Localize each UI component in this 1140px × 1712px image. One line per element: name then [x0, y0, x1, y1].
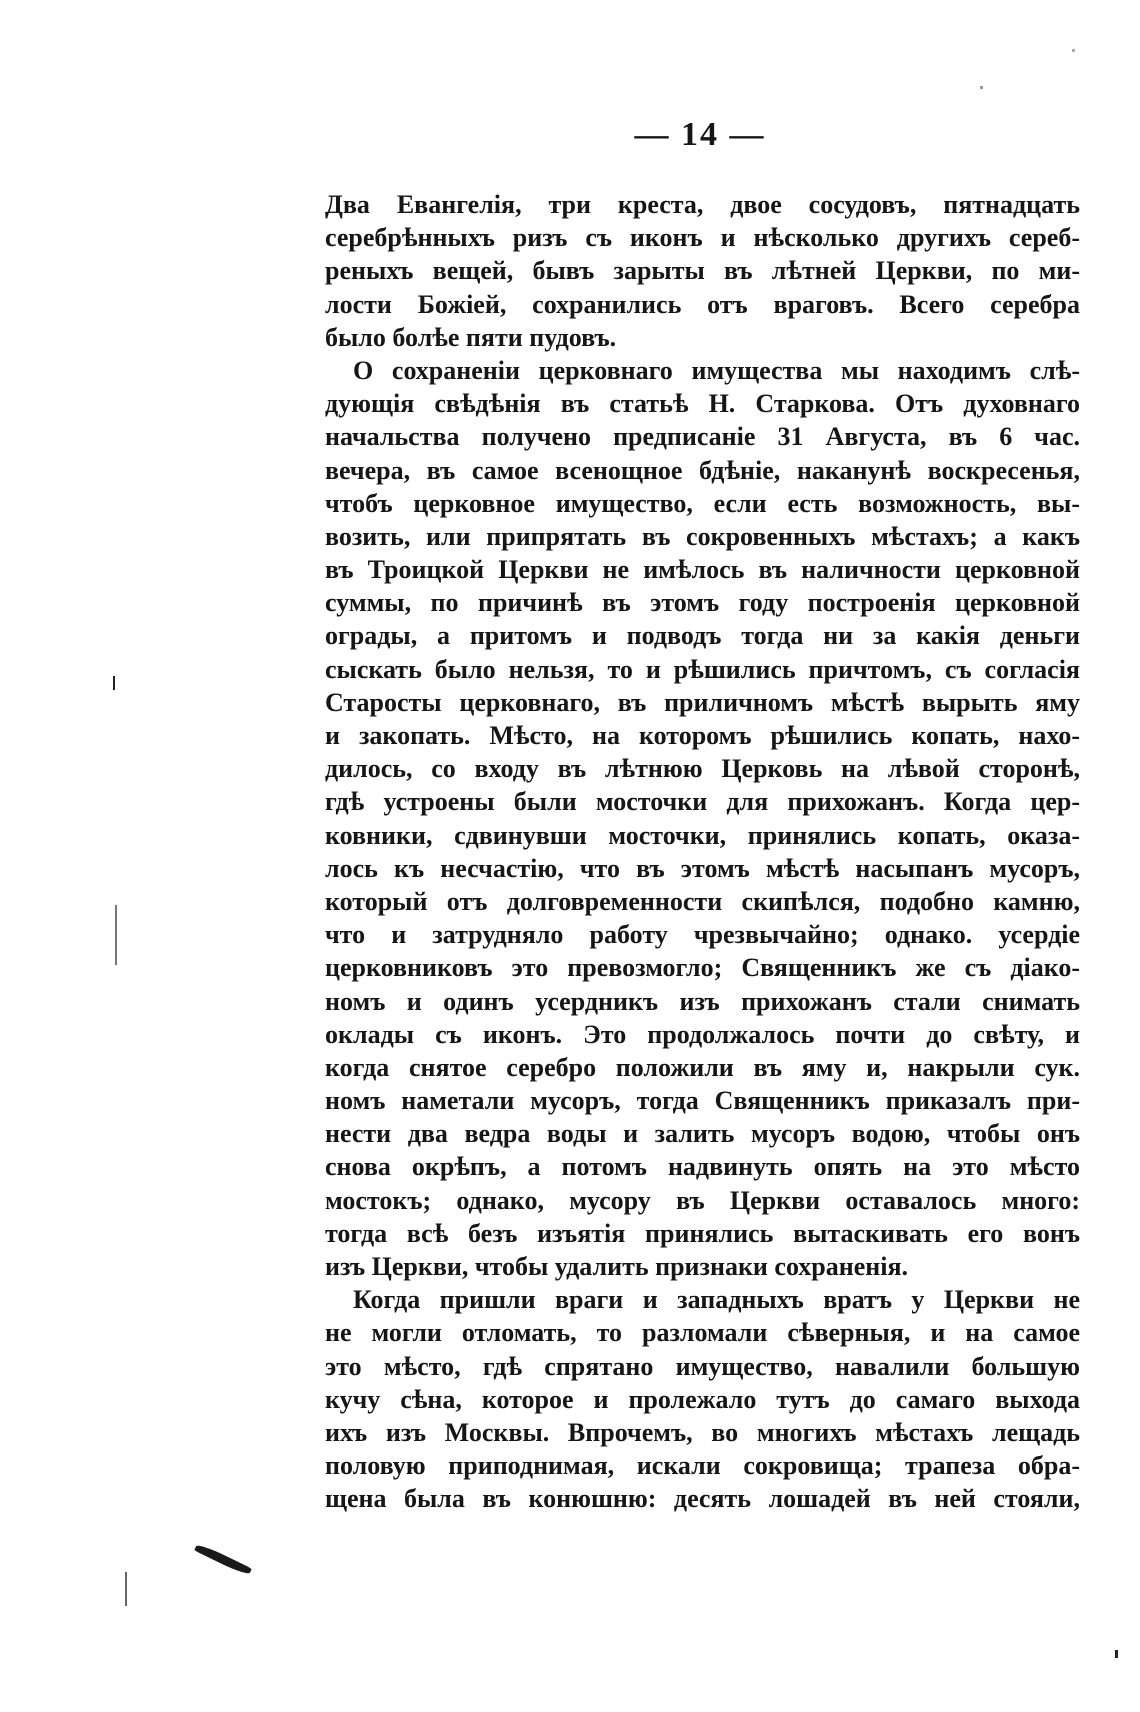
text-line: изъ Церкви, чтобы удалить признаки сохраненія.	[325, 1252, 909, 1281]
text-line: Старосты церковнаго, въ приличномъ мѣстѣ вырыть яму	[325, 687, 1080, 717]
text-line: сыскать было нельзя, то и рѣшились причтомъ, съ согласія	[325, 654, 1080, 684]
text-line: Когда пришли враги и западныхъ вратъ у Церкви не	[353, 1285, 1080, 1315]
text-line: лось къ несчастію, что въ этомъ мѣстѣ насыпанъ мусоръ,	[325, 853, 1080, 883]
text-line: щена была въ конюшню: десять лошадей въ ней стояли,	[325, 1484, 1080, 1514]
text-line: тогда всѣ безъ изъятія принялись вытаскивать его вонъ	[325, 1218, 1080, 1248]
text-line: было болѣе пяти пудовъ.	[325, 322, 617, 352]
text-line: это мѣсто, гдѣ спрятано имущество, навалили большую	[325, 1351, 1080, 1381]
page-number: — 14 —	[634, 116, 766, 153]
text-line: ихъ изъ Москвы. Впрочемъ, во многихъ мѣстахъ лещадь	[325, 1417, 1080, 1447]
text-line: лости Божіей, сохранились отъ враговъ. Всего серебра	[325, 289, 1080, 319]
text-line: реныхъ вещей, бывъ зарыты въ лѣтней Церкви, по ми-	[325, 256, 1080, 286]
text-line: который отъ долговременности скипѣлся, подобно камню,	[325, 886, 1080, 916]
text-line: ограды, а притомъ и подводъ тогда ни за какія деньги	[325, 621, 1080, 651]
text-line: кучу сѣна, которое и пролежало тутъ до самаго выхода	[325, 1384, 1080, 1414]
scan-speck	[113, 676, 115, 690]
text-line: нести два ведра воды и залить мусоръ водою, чтобы онъ	[325, 1119, 1080, 1149]
text-line: церковниковъ это превозмогло; Священникъ же съ діако-	[325, 953, 1080, 983]
text-line: чтобъ церковное имущество, если есть возможность, вы-	[325, 488, 1080, 518]
text-line: вечера, въ самое всенощное бдѣніе, наканунѣ воскресенья,	[325, 455, 1080, 485]
text-line: номъ и одинъ усердникъ изъ прихожанъ стали снимать	[325, 986, 1080, 1016]
text-line: начальства получено предписаніе 31 Августа, въ 6 час.	[325, 422, 1080, 452]
text-line: О сохраненіи церковнаго имущества мы находимъ слѣ-	[353, 355, 1080, 385]
text-line: суммы, по причинѣ въ этомъ году построенія церковной	[325, 588, 1080, 618]
text-line: ковники, сдвинувши мосточки, принялись копать, оказа-	[325, 820, 1080, 850]
text-line: не могли отломать, то разломали сѣверныя, и на самое	[325, 1318, 1080, 1348]
text-line: Два Евангелія, три креста, двое сосудовъ, пятнадцать	[325, 190, 1080, 219]
scan-speck	[125, 1572, 127, 1606]
scan-speck	[115, 905, 117, 965]
scan-speck	[1072, 49, 1075, 52]
text-line: дующія свѣдѣнія въ статьѣ Н. Старкова. Отъ духовнаго	[325, 389, 1080, 419]
text-line: номъ наметали мусоръ, тогда Священникъ приказалъ при-	[325, 1086, 1080, 1116]
scan-speck	[1115, 1650, 1118, 1658]
text-line: снова окрѣпъ, а потомъ надвинуть опять на это мѣсто	[325, 1152, 1080, 1182]
text-line: мостокъ; однако, мусору въ Церкви оставалось много:	[325, 1185, 1080, 1215]
text-line: серебрѣнныхъ ризъ съ иконъ и нѣсколько другихъ сереб-	[325, 223, 1080, 253]
text-line: гдѣ устроены были мосточки для прихожанъ. Когда цер-	[325, 787, 1080, 817]
text-line: половую приподнимая, искали сокровища; трапеза обра-	[325, 1451, 1080, 1481]
text-line: когда снятое серебро положили въ яму и, накрыли сук.	[325, 1052, 1080, 1082]
ink-stroke-mark	[194, 1542, 252, 1576]
text-line: дилось, со входу въ лѣтнюю Церковь на лѣвой сторонѣ,	[325, 754, 1080, 784]
body-text	[325, 188, 1080, 1516]
text-line: въ Троицкой Церкви не имѣлось въ наличности церковной	[325, 555, 1080, 585]
text-line: и закопать. Мѣсто, на которомъ рѣшились копать, нахо-	[325, 721, 1080, 750]
scan-speck	[980, 86, 983, 89]
text-line: возить, или припрятать въ сокровенныхъ мѣстахъ; а какъ	[325, 521, 1080, 551]
text-line: оклады съ иконъ. Это продолжалось почти до свѣту, и	[325, 1019, 1080, 1049]
text-line: что и затрудняло работу чрезвычайно; однако. усердіе	[325, 920, 1080, 950]
